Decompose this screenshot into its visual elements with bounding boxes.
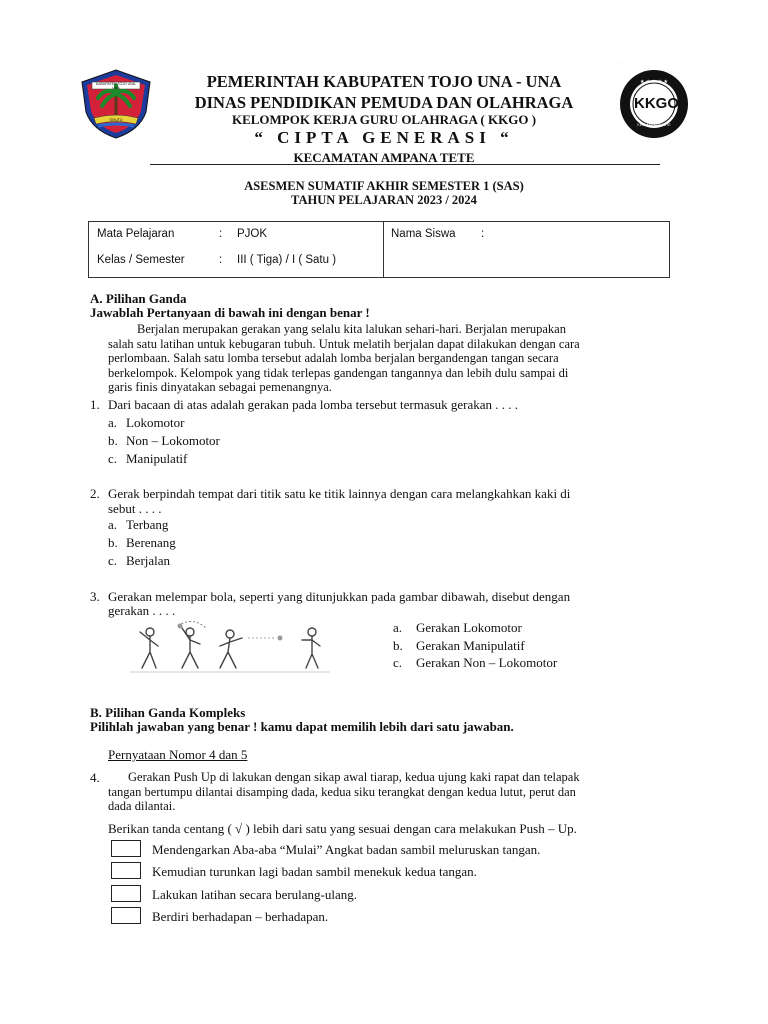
kkgo-logo-bottom: KEC. AMPANA TETE: [637, 123, 671, 127]
q4-choice-4-checkbox[interactable]: [111, 907, 141, 924]
q4-text-line: Gerakan Push Up di lakukan dengan sikap awal tiarap, kedua ujung kaki rapat dan telapak: [128, 770, 580, 784]
class-colon: :: [219, 254, 223, 266]
info-box-divider: [383, 222, 384, 277]
q3-option-a[interactable]: Gerakan Lokomotor: [416, 620, 522, 635]
kkgo-logo-ring: [618, 62, 619, 63]
reading-passage: [108, 322, 678, 395]
q2-number: 2.: [90, 486, 100, 501]
motto-open-quote: “: [254, 128, 268, 147]
exam-title: ASESMEN SUMATIF AKHIR SEMESTER 1 (SAS): [244, 179, 524, 193]
q3-option-a-letter: a.: [393, 620, 403, 635]
q4-text: [108, 770, 678, 814]
kkgo-logo: [618, 68, 690, 140]
academic-year: TAHUN PELAJARAN 2023 / 2024: [291, 193, 477, 207]
q3-option-b[interactable]: Gerakan Manipulatif: [416, 638, 525, 653]
q2-option-c-letter: c.: [108, 553, 118, 568]
q4-choice-2-checkbox[interactable]: [111, 862, 141, 879]
motto-text: CIPTA GENERASI: [277, 128, 491, 147]
section-a-instruction: Jawablah Pertanyaan di bawah ini dengan benar !: [90, 305, 370, 320]
group-title: KELOMPOK KERJA GURU OLAHRAGA ( KKGO ): [231, 112, 537, 127]
q1-option-c-letter: c.: [108, 451, 118, 466]
q4-choice-4-label: Berdiri berhadapan – berhadapan.: [152, 909, 329, 924]
q1-option-b-letter: b.: [108, 433, 118, 448]
motto: [150, 128, 618, 148]
q4-choice-3-checkbox[interactable]: [111, 885, 141, 902]
statement-reference: Pernyataan Nomor 4 dan 5: [108, 747, 248, 762]
q4-choice-1-label: Mendengarkan Aba-aba “Mulai” Angkat badan sambil meluruskan tangan.: [152, 842, 541, 857]
q2-option-c[interactable]: Berjalan: [126, 553, 171, 568]
header-rule: [150, 164, 660, 165]
regency-logo: [80, 68, 152, 140]
throwing-illustration: [130, 618, 330, 676]
q1-option-a[interactable]: Lokomotor: [126, 415, 185, 430]
section-b-instruction: Pilihlah jawaban yang benar ! kamu dapat memilih lebih dari satu jawaban.: [90, 719, 514, 734]
subject-label: Mata Pelajaran: [97, 228, 175, 240]
q3-text-line2: gerakan . . . .: [108, 603, 176, 618]
q1-option-a-letter: a.: [108, 415, 118, 430]
student-name-label: Nama Siswa: [391, 228, 456, 240]
q3-option-c-letter: c.: [393, 655, 403, 670]
q2-option-a-letter: a.: [108, 517, 118, 532]
passage-line: Berjalan merupakan gerakan yang selalu kita lalukan sehari-hari. Berjalan merupakan: [137, 322, 566, 336]
q3-number: 3.: [90, 589, 100, 604]
section-a-title: A. Pilihan Ganda: [90, 291, 187, 306]
q2-option-a[interactable]: Terbang: [126, 517, 169, 532]
q4-text-line: dada dilantai.: [108, 799, 176, 813]
q3-text-line1: Gerakan melempar bola, seperti yang ditunjukkan pada gambar dibawah, disebut dengan: [108, 589, 571, 604]
passage-line: salah satu latihan untuk kebugaran tubuh. Untuk melatih berjalan dapat dilakukan dengan cara: [108, 336, 580, 351]
student-name-colon: :: [481, 228, 485, 240]
q1-option-b[interactable]: Non – Lokomotor: [126, 433, 220, 448]
gov-title: PEMERINTAH KABUPATEN TOJO UNA - UNA: [206, 72, 562, 91]
regency-logo-text: KABUPATEN TOJO UNA-UNA: [95, 82, 137, 90]
subject-colon: :: [219, 228, 223, 240]
passage-line: perlombaan. Salah satu lomba tersebut adalah lomba berjalan bergandengan tangan secara: [108, 351, 559, 365]
passage-line: berkelompok. Kelompok yang tidak terlepas gandengan tangannya dan lebih dulu sampai di: [108, 365, 569, 380]
q3-option-c[interactable]: Gerakan Non – Lokomotor: [416, 655, 558, 670]
q2-option-b-letter: b.: [108, 535, 118, 550]
q4-number: 4.: [90, 770, 100, 785]
q1-text: Dari bacaan di atas adalah gerakan pada lomba tersebut termasuk gerakan . . . .: [108, 397, 519, 412]
subject-value: PJOK: [237, 228, 268, 240]
q4-choice-3-label: Lakukan latihan secara berulang-ulang.: [152, 887, 358, 902]
motto-close-quote: “: [500, 128, 514, 147]
q1-option-c[interactable]: Manipulatif: [126, 451, 188, 466]
student-info-box: [88, 221, 670, 278]
q4-prompt: Berikan tanda centang ( √ ) lebih dari satu yang sesuai dengan cara melakukan Push – Up.: [108, 821, 577, 836]
q2-text-line1: Gerak berpindah tempat dari titik satu ke titik lainnya dengan cara melangkahkan kaki di: [108, 486, 571, 501]
q4-choice-1-checkbox[interactable]: [111, 840, 141, 857]
regency-logo-banner: SIVUTU: [109, 118, 123, 122]
q3-option-b-letter: b.: [393, 638, 403, 653]
q4-choice-2-label: Kemudian turunkan lagi badan sambil menekuk kedua tangan.: [152, 864, 477, 879]
svg-text:★ ★ ★ ★ ★: ★ ★ ★ ★ ★: [640, 79, 668, 85]
passage-line: garis finis dinyatakan sebagai pemenangnya.: [108, 380, 332, 394]
section-b-title: B. Pilihan Ganda Kompleks: [90, 705, 246, 720]
q4-text-line: tangan bertumpu dilantai disamping dada, kedua siku terangkat dengan kedua lutut, perut dan: [108, 784, 576, 799]
class-label: Kelas / Semester: [97, 254, 185, 266]
department-title: DINAS PENDIDIKAN PEMUDA DAN OLAHRAGA: [194, 93, 574, 112]
class-value: III ( Tiga) / I ( Satu ): [237, 254, 337, 266]
q2-text-line2: sebut . . . .: [108, 501, 162, 516]
q1-number: 1.: [90, 397, 100, 412]
kkgo-logo-text: KKGO: [634, 95, 679, 112]
district-title: KECAMATAN AMPANA TETE: [293, 150, 475, 165]
q2-option-b[interactable]: Berenang: [126, 535, 176, 550]
